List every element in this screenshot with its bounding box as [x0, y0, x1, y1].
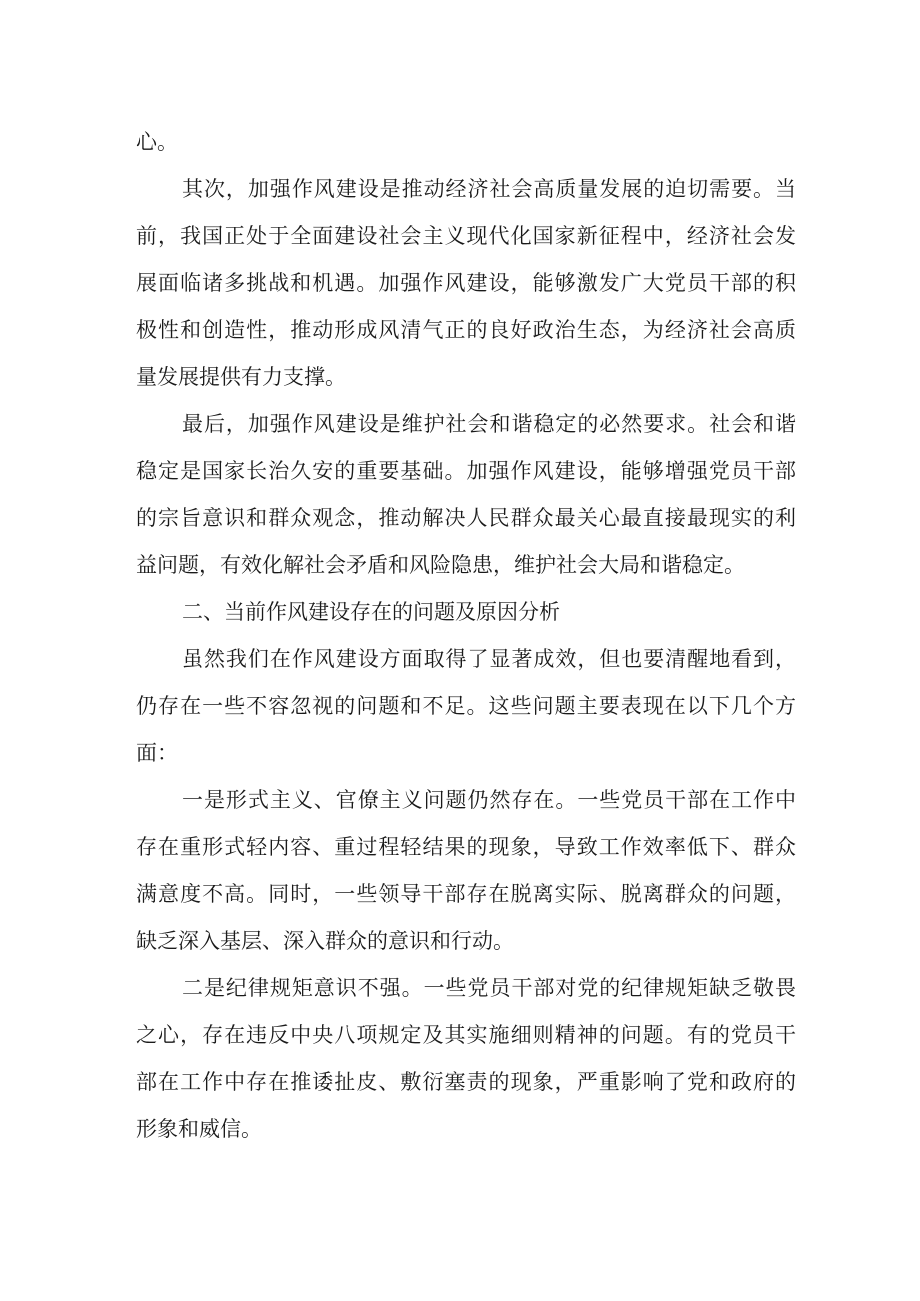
paragraph-line: 其次，加强作风建设是推动经济社会高质量发展的迫切需要。当 — [182, 177, 796, 201]
section-heading: 二、当前作风建设存在的问题及原因分析 — [182, 600, 560, 624]
paragraph-line: 部在工作中存在推诿扯皮、敷衍塞责的现象，严重影响了党和政府的 — [136, 1070, 796, 1094]
paragraph-line: 之心，存在违反中央八项规定及其实施细则精神的问题。有的党员干 — [136, 1023, 796, 1047]
paragraph-line: 稳定是国家长治久安的重要基础。加强作风建设，能够增强党员干部 — [136, 459, 796, 483]
paragraph-line: 益问题，有效化解社会矛盾和风险隐患，维护社会大局和谐稳定。 — [136, 553, 745, 577]
paragraph-line: 二是纪律规矩意识不强。一些党员干部对党的纪律规矩缺乏敬畏 — [182, 976, 796, 1000]
paragraph-line: 虽然我们在作风建设方面取得了显著成效，但也要清醒地看到， — [182, 647, 796, 671]
text-line: 心。 — [136, 130, 178, 154]
paragraph-line: 形象和威信。 — [136, 1117, 262, 1141]
paragraph-line: 展面临诸多挑战和机遇。加强作风建设，能够激发广大党员干部的积 — [136, 271, 796, 295]
paragraph-line: 一是形式主义、官僚主义问题仍然存在。一些党员干部在工作中 — [182, 788, 796, 812]
paragraph-line: 仍存在一些不容忽视的问题和不足。这些问题主要表现在以下几个方 — [136, 694, 796, 718]
paragraph-line: 面： — [136, 741, 178, 765]
paragraph-line: 量发展提供有力支撑。 — [136, 365, 346, 389]
paragraph-line: 前，我国正处于全面建设社会主义现代化国家新征程中，经济社会发 — [136, 224, 796, 248]
paragraph-line: 的宗旨意识和群众观念，推动解决人民群众最关心最直接最现实的利 — [136, 506, 796, 530]
paragraph-line: 存在重形式轻内容、重过程轻结果的现象，导致工作效率低下、群众 — [136, 835, 796, 859]
paragraph-line: 极性和创造性，推动形成风清气正的良好政治生态，为经济社会高质 — [136, 318, 796, 342]
paragraph-line: 最后，加强作风建设是维护社会和谐稳定的必然要求。社会和谐 — [182, 412, 796, 436]
paragraph-line: 满意度不高。同时，一些领导干部存在脱离实际、脱离群众的问题， — [136, 882, 796, 906]
paragraph-line: 缺乏深入基层、深入群众的意识和行动。 — [136, 929, 514, 953]
